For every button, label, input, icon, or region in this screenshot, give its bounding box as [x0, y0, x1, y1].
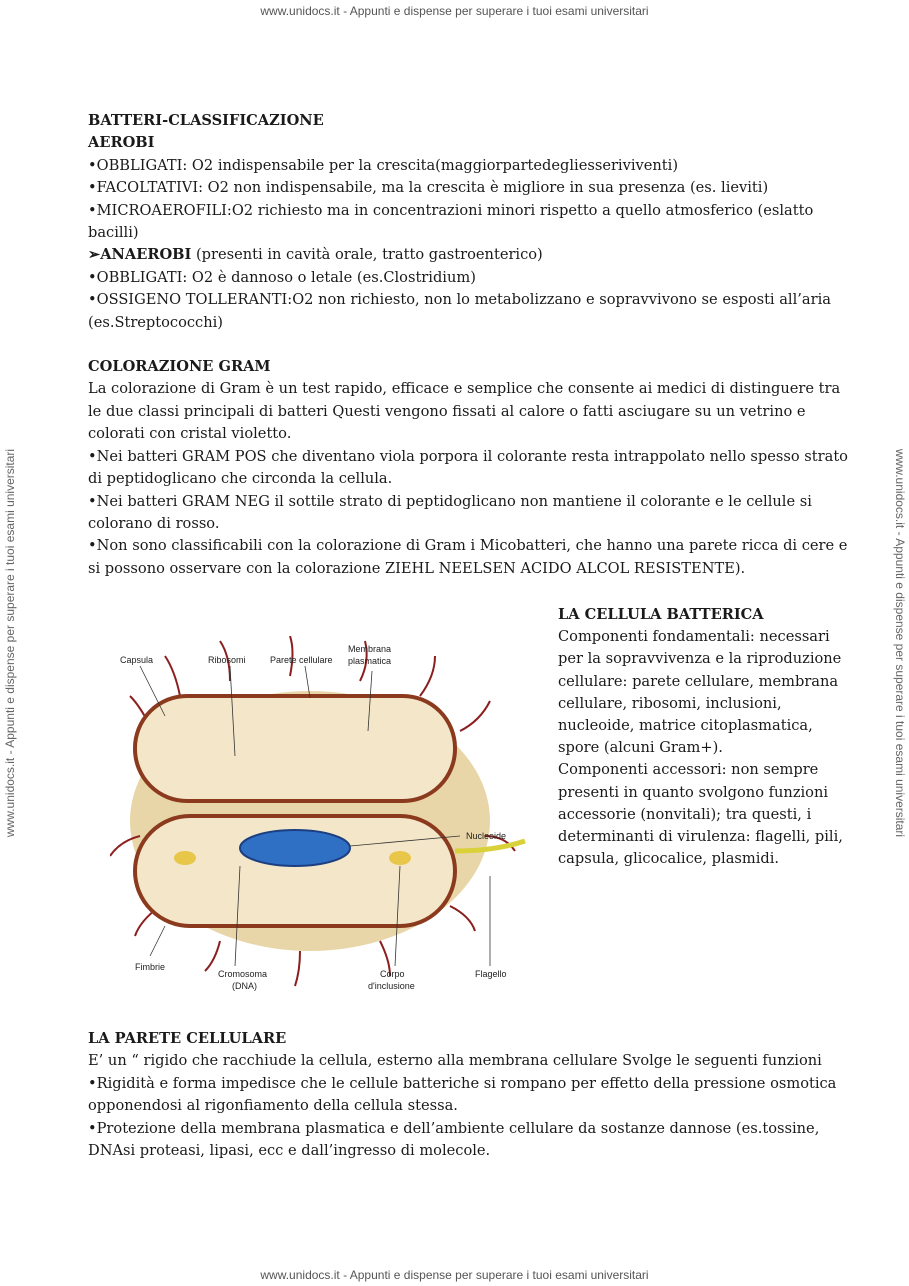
inclusion-body [174, 851, 196, 865]
section-title-cellula: LA CELLULA BATTERICA [558, 606, 764, 623]
gram-neg: •Nei batteri GRAM NEG il sottile strato di peptidoglicano non mantiene il colorante e le cellule si colorano di rosso. [88, 492, 812, 532]
label-corpo-1: Corpo [380, 969, 405, 979]
label-membrana-1: Membrana [348, 644, 392, 654]
section-title-parete: LA PARETE CELLULARE [88, 1030, 287, 1047]
watermark-left: www.unidocs.it - Appunti e dispense per superare i tuoi esami universitari [3, 448, 17, 838]
parete-protezione: •Protezione della membrana plasmatica e dell’ambiente cellulare da sostanze dannose (es.tossine, DNAsi proteasi, lipasi, ecc e dall’ingresso di molecole. [88, 1119, 820, 1160]
bacterial-cell-illustration [110, 636, 530, 996]
line-microaerofili: •MICROAEROFILI:O2 richiesto ma in concentrazioni minori rispetto a quello atmosferico (eslatto bacilli) [88, 201, 814, 242]
gram-pos: •Nei batteri GRAM POS che diventano viola porpora il colorante resta intrappolato nello spesso strato di peptidoglicano che circonda la cellula. [88, 447, 848, 488]
section-title-gram: COLORAZIONE GRAM [88, 358, 271, 376]
anaerobi-desc: (presenti in cavità orale, tratto gastroenterico) [191, 246, 543, 264]
inclusion-body [389, 851, 411, 865]
subtitle-aerobi: AEROBI [88, 134, 155, 152]
label-flagello: Flagello [475, 969, 507, 979]
anaerobi-title: ➢ANAEROBI [88, 246, 192, 264]
watermark-bottom: www.unidocs.it - Appunti e dispense per superare i tuoi esami universitari [260, 1268, 649, 1282]
line-anaerobi [88, 244, 848, 266]
componenti-fondamentali: Componenti fondamentali: necessari per la sopravvivenza e la riproduzione cellulare: parete cellulare, membrana cellulare, ribosomi, inclusioni, nucleoide, matrice citoplasmatica, spore (alcuni Gram+). [558, 628, 842, 757]
section-title-classificazione: BATTERI-CLASSIFICAZIONE [88, 112, 324, 129]
upper-cell [135, 696, 455, 801]
line-obbligati-aerobi: •OBBLIGATI: O2 indispensabile per la crescita(maggiorpartedegliesseriviventi) [88, 156, 679, 174]
label-ribosomi: Ribosomi [208, 655, 246, 665]
label-membrana-2: plasmatica [348, 656, 392, 666]
label-corpo-2: d'inclusione [368, 981, 415, 991]
line-facoltativi: •FACOLTATIVI: O2 non indispensabile, ma la crescita è migliore in sua presenza (es. lieviti) [88, 179, 769, 197]
label-nucleoide: Nucleoide [466, 831, 507, 841]
parete-intro: E’ un “ rigido che racchiude la cellula, esterno alla membrana cellulare Svolge le seguenti funzioni [88, 1052, 822, 1070]
watermark-top: www.unidocs.it - Appunti e dispense per superare i tuoi esami universitari [260, 4, 649, 18]
componenti-accessori: Componenti accessori: non sempre presenti in quanto svolgono funzioni accessorie (nonvitali); tra questi, i determinanti di virulenza: flagelli, pili, capsula, glicocalice, plasmidi. [558, 761, 843, 868]
cellula-batterica-column [558, 604, 858, 870]
main-content [88, 110, 848, 580]
line-obbligati-anaerobi: •OBBLIGATI: O2 è dannoso o letale (es.Clostridium) [88, 268, 476, 286]
label-cromosoma-1: Cromosoma [218, 969, 268, 979]
label-parete-cellulare: Parete cellulare [270, 655, 333, 665]
nucleoid-shape [240, 830, 350, 866]
label-capsula: Capsula [120, 655, 154, 665]
gram-intro: La colorazione di Gram è un test rapido, efficace e semplice che consente ai medici di distinguere tra le due classi principali di batteri Questi vengono fissati al calore o fatti asciugare su un vetrino e colorati con cristal violetto. [88, 380, 841, 443]
bacterial-cell-figure [110, 636, 530, 996]
watermark-right: www.unidocs.it - Appunti e dispense per superare i tuoi esami universitari [893, 448, 907, 838]
label-fimbrie: Fimbrie [135, 962, 166, 972]
line-ossigeno-tolleranti: •OSSIGENO TOLLERANTI:O2 non richiesto, non lo metabolizzano e sopravvivono se esposti all’aria (es.Streptococchi) [88, 291, 831, 331]
gram-micobatteri: •Non sono classificabili con la colorazione di Gram i Micobatteri, che hanno una parete ricca di cere e si possono osservare con la colorazione ZIEHL NEELSEN ACIDO ALCOL RESISTENTE). [88, 537, 848, 577]
parete-cellulare-section [88, 1028, 848, 1162]
parete-rigidita: •Rigidità e forma impedisce che le cellule batteriche si rompano per effetto della pressione osmotica opponendosi al rigonfiamento della cellula stessa. [88, 1074, 837, 1115]
label-cromosoma-2: (DNA) [232, 981, 257, 991]
